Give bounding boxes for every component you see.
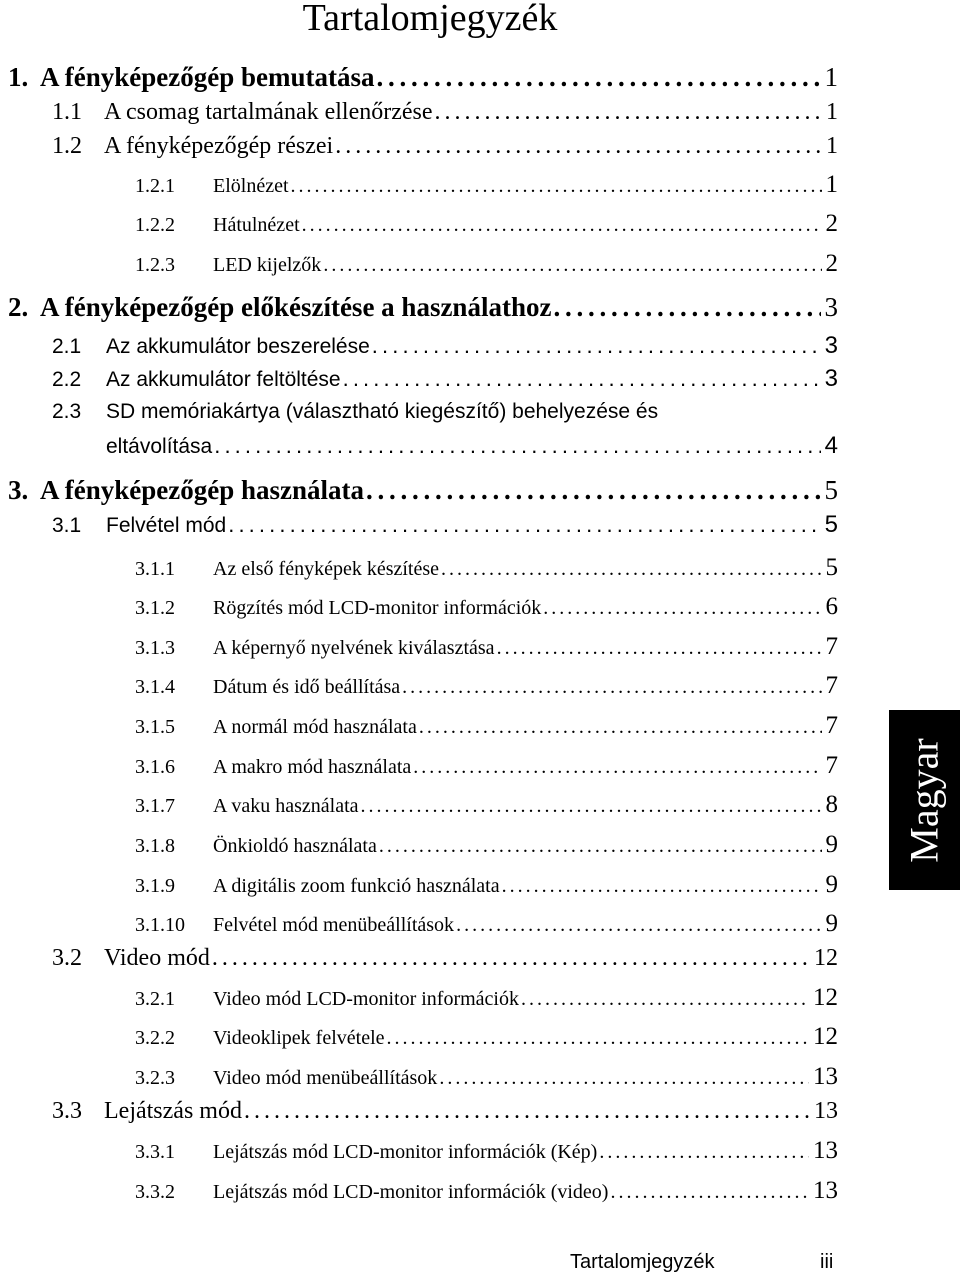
entry-title: Lejátszás mód LCD-monitor információk (video) [213,1181,609,1203]
entry-number: 3.2 [52,945,82,971]
dot-leader [372,335,821,357]
toc-entry-3-3-2[interactable] [135,1178,838,1203]
footer-label: Tartalomjegyzék [570,1251,715,1273]
entry-number: 1. [8,62,29,92]
entry-number: 3. [8,475,29,505]
entry-title: Videoklipek felvétele [213,1027,385,1049]
entry-page: 1 [824,62,838,92]
dot-leader [553,294,820,321]
toc-entry-3-1-5[interactable] [135,713,838,738]
entry-number: 1.2.3 [135,254,175,276]
entry-page: 13 [813,1063,838,1090]
entry-number: 2.2 [52,368,82,391]
entry-number: 3.1.8 [135,835,175,857]
entry-page: 9 [825,871,838,898]
entry-number: 2.1 [52,335,82,358]
entry-number: 2.3 [52,400,82,423]
toc-entry-3[interactable] [8,477,838,504]
toc-entry-2-3-line2[interactable] [106,434,838,458]
dot-leader [439,1068,809,1088]
entry-number: 3.2.1 [135,988,175,1010]
dot-leader [402,677,821,697]
toc-entry-3-1-10[interactable] [135,911,838,936]
entry-page: 13 [813,1177,838,1204]
entry-page: 7 [825,712,838,739]
entry-page: 13 [813,1137,838,1164]
dot-leader [212,946,810,970]
entry-page: 4 [824,432,838,459]
dot-leader [366,477,821,504]
dot-leader [361,796,822,816]
toc-entry-3-2-3[interactable] [135,1064,838,1089]
entry-page: 2 [825,210,838,237]
language-side-tab [889,710,960,890]
entry-page: 3 [824,292,838,322]
toc-entry-1-2-3[interactable] [135,251,838,276]
dot-leader [291,176,822,196]
language-label: Magyar [902,737,947,863]
entry-number: 3.3.1 [135,1141,175,1163]
toc-entry-3-1-4[interactable] [135,673,838,698]
toc-entry-3-1-6[interactable] [135,753,838,778]
entry-number: 3.1 [52,514,82,537]
entry-number: 1.2.1 [135,175,175,197]
entry-page: 6 [825,593,838,620]
toc-entry-2-1[interactable] [52,334,838,358]
toc-entry-3-3-1[interactable] [135,1138,838,1163]
entry-title: A digitális zoom funkció használata [213,875,500,897]
entry-number: 3.3.2 [135,1181,175,1203]
dot-leader [419,717,822,737]
toc-entry-1-1[interactable] [52,100,838,124]
dot-leader [497,638,822,658]
page-title: Tartalomjegyzék [302,0,558,39]
entry-number: 3.2.2 [135,1027,175,1049]
entry-page: 9 [825,831,838,858]
entry-title: A fényképezőgép bemutatása [40,62,375,92]
entry-title: A vaku használata [213,795,359,817]
entry-page: 3 [824,365,838,392]
dot-leader [214,435,820,457]
toc-entry-3-1-8[interactable] [135,832,838,857]
toc-entry-1-2[interactable] [52,134,838,158]
dot-leader [335,134,822,158]
entry-title: A képernyő nyelvének kiválasztása [213,637,495,659]
entry-page: 12 [813,984,838,1011]
entry-title: Hátulnézet [213,214,300,236]
toc-entry-3-1-9[interactable] [135,872,838,897]
entry-title: Video mód LCD-monitor információk [213,988,519,1010]
dot-leader [244,1099,810,1123]
entry-number: 3.2.3 [135,1067,175,1089]
entry-title: Elölnézet [213,175,289,197]
entry-page: 12 [813,1023,838,1050]
toc-entry-1-2-2[interactable] [135,211,838,236]
toc-entry-3-1-2[interactable] [135,594,838,619]
dot-leader [343,368,821,390]
toc-entry-3-1-1[interactable] [135,555,838,580]
entry-title: Az akkumulátor beszerelése [106,335,370,358]
entry-title: Video mód menübeállítások [213,1067,438,1089]
entry-number: 3.1.10 [135,914,185,936]
toc-entry-3-2-2[interactable] [135,1024,838,1049]
dot-leader [599,1142,809,1162]
toc-entry-2[interactable] [8,294,838,321]
toc-entry-1[interactable] [8,64,838,91]
entry-title: A fényképezőgép előkészítése a használathoz [40,292,552,322]
dot-leader [456,915,821,935]
entry-page: 7 [825,633,838,660]
dot-leader [441,559,821,579]
entry-title: Lejátszás mód LCD-monitor információk (Kép) [213,1141,598,1163]
entry-number: 2. [8,292,29,322]
entry-number: 3.1.3 [135,637,175,659]
entry-number: 3.1.9 [135,875,175,897]
footer-page-number: iii [820,1251,834,1273]
entry-title: Rögzítés mód LCD-monitor információk [213,597,542,619]
dot-leader [610,1182,809,1202]
entry-title: A csomag tartalmának ellenőrzése [104,99,433,125]
entry-title: Dátum és idő beállítása [213,676,401,698]
entry-page: 7 [825,752,838,779]
entry-page: 5 [824,475,838,505]
entry-number: 1.2 [52,133,82,159]
dot-leader [413,757,821,777]
entry-number: 3.1.7 [135,795,175,817]
toc-entry-1-2-1[interactable] [135,172,838,197]
entry-number: 3.1.1 [135,558,175,580]
entry-title: Lejátszás mód [104,1098,242,1124]
entry-number: 1.2.2 [135,214,175,236]
entry-number: 3.1.5 [135,716,175,738]
toc-entry-3-2[interactable] [52,946,838,970]
entry-page: 13 [814,1098,838,1124]
toc-entry-3-1-7[interactable] [135,792,838,817]
dot-leader [302,215,822,235]
entry-page: 2 [825,250,838,277]
toc-entry-2-2[interactable] [52,367,838,391]
entry-page: 5 [824,511,838,538]
entry-page: 7 [825,672,838,699]
entry-number: 3.1.6 [135,756,175,778]
dot-leader [435,100,822,124]
entry-title: A makro mód használata [213,756,412,778]
dot-leader [543,598,821,618]
entry-number: 3.1.2 [135,597,175,619]
entry-page: 3 [824,332,838,359]
entry-page: 8 [825,791,838,818]
dot-leader [376,64,820,91]
entry-title-continued: eltávolítása [106,435,213,458]
entry-title: Önkioldó használata [213,835,377,857]
entry-page: 1 [826,99,838,125]
entry-title: A normál mód használata [213,716,417,738]
entry-title: SD memóriakártya (választható kiegészítő) behelyezése és [106,400,659,423]
entry-number: 1.1 [52,99,82,125]
entry-number: 3.3 [52,1098,82,1124]
dot-leader [379,836,822,856]
toc-entry-3-1[interactable] [52,513,838,537]
entry-title: A fényképezőgép használata [40,475,364,505]
toc-entry-2-3-line1[interactable] [52,400,659,424]
entry-page: 9 [825,910,838,937]
dot-leader [387,1028,809,1048]
entry-page: 1 [825,171,838,198]
entry-title: LED kijelzők [213,254,322,276]
entry-title: Felvétel mód [106,514,227,537]
dot-leader [323,255,821,275]
entry-title: Az első fényképek készítése [213,558,440,580]
toc-entry-3-3[interactable] [52,1099,838,1123]
toc-entry-3-1-3[interactable] [135,634,838,659]
entry-page: 5 [825,554,838,581]
entry-title: Felvétel mód menübeállítások [213,914,455,936]
dot-leader [228,514,820,536]
dot-leader [502,876,822,896]
entry-page: 1 [826,133,838,159]
entry-page: 12 [814,945,838,971]
entry-title: Video mód [104,945,210,971]
dot-leader [521,989,809,1009]
entry-title: A fényképezőgép részei [104,133,334,159]
toc-entry-3-2-1[interactable] [135,985,838,1010]
entry-title: Az akkumulátor feltöltése [106,368,341,391]
entry-number: 3.1.4 [135,676,175,698]
